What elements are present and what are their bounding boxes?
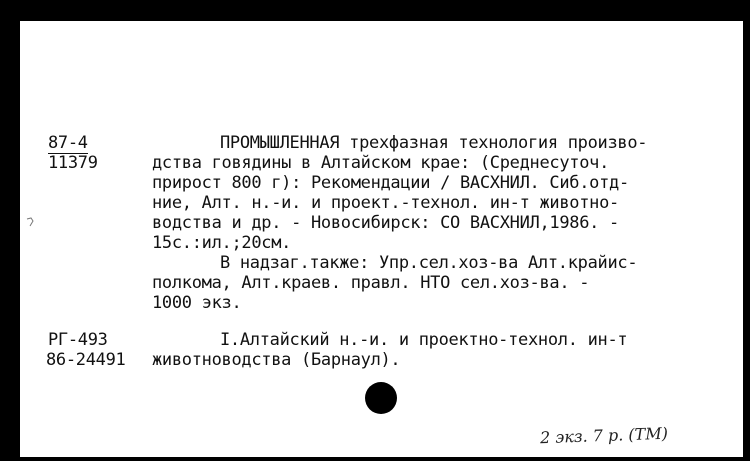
punch-hole (365, 382, 397, 414)
record-id-2: 86-24491 (46, 350, 126, 370)
description-line-6: 15с.:ил.;20см. (152, 233, 292, 253)
note-line-3: 1000 экз. (152, 293, 242, 313)
description-line-3: прирост 800 г): Рекомендации / ВАСХНИЛ. Сиб.отд- (152, 173, 629, 193)
note-line-1: В надзаг.также: Упр.сел.хоз-ва Алт.крайис- (220, 253, 638, 273)
ink-speck-icon (26, 217, 34, 227)
description-line-4: ние, Алт. н.-и. и проект.-технол. ин-т животно- (152, 193, 619, 213)
description-line-5: водства и др. - Новосибирск: СО ВАСХНИЛ,1986. - (152, 213, 619, 233)
handwritten-note: 2 экз. 7 р. (ТМ) (539, 423, 669, 448)
added-entry-line-2: животноводства (Барнаул). (152, 350, 401, 370)
note-line-2: полкома, Алт.краев. правл. НТО сел.хоз-ва. - (152, 273, 590, 293)
call-number-top: 87-4 (48, 133, 88, 153)
description-line-1: ПРОМЫШЛЕННАЯ трехфазная технология произво- (220, 133, 648, 153)
call-number-bottom: 11379 (48, 153, 98, 173)
added-entry-line-1: I.Алтайский н.-и. и проектно-технол. ин-т (220, 330, 628, 350)
catalog-card (20, 21, 743, 457)
record-id-1: РГ-493 (48, 330, 108, 350)
description-line-2: дства говядины в Алтайском крае: (Среднесуточ. (152, 153, 610, 173)
